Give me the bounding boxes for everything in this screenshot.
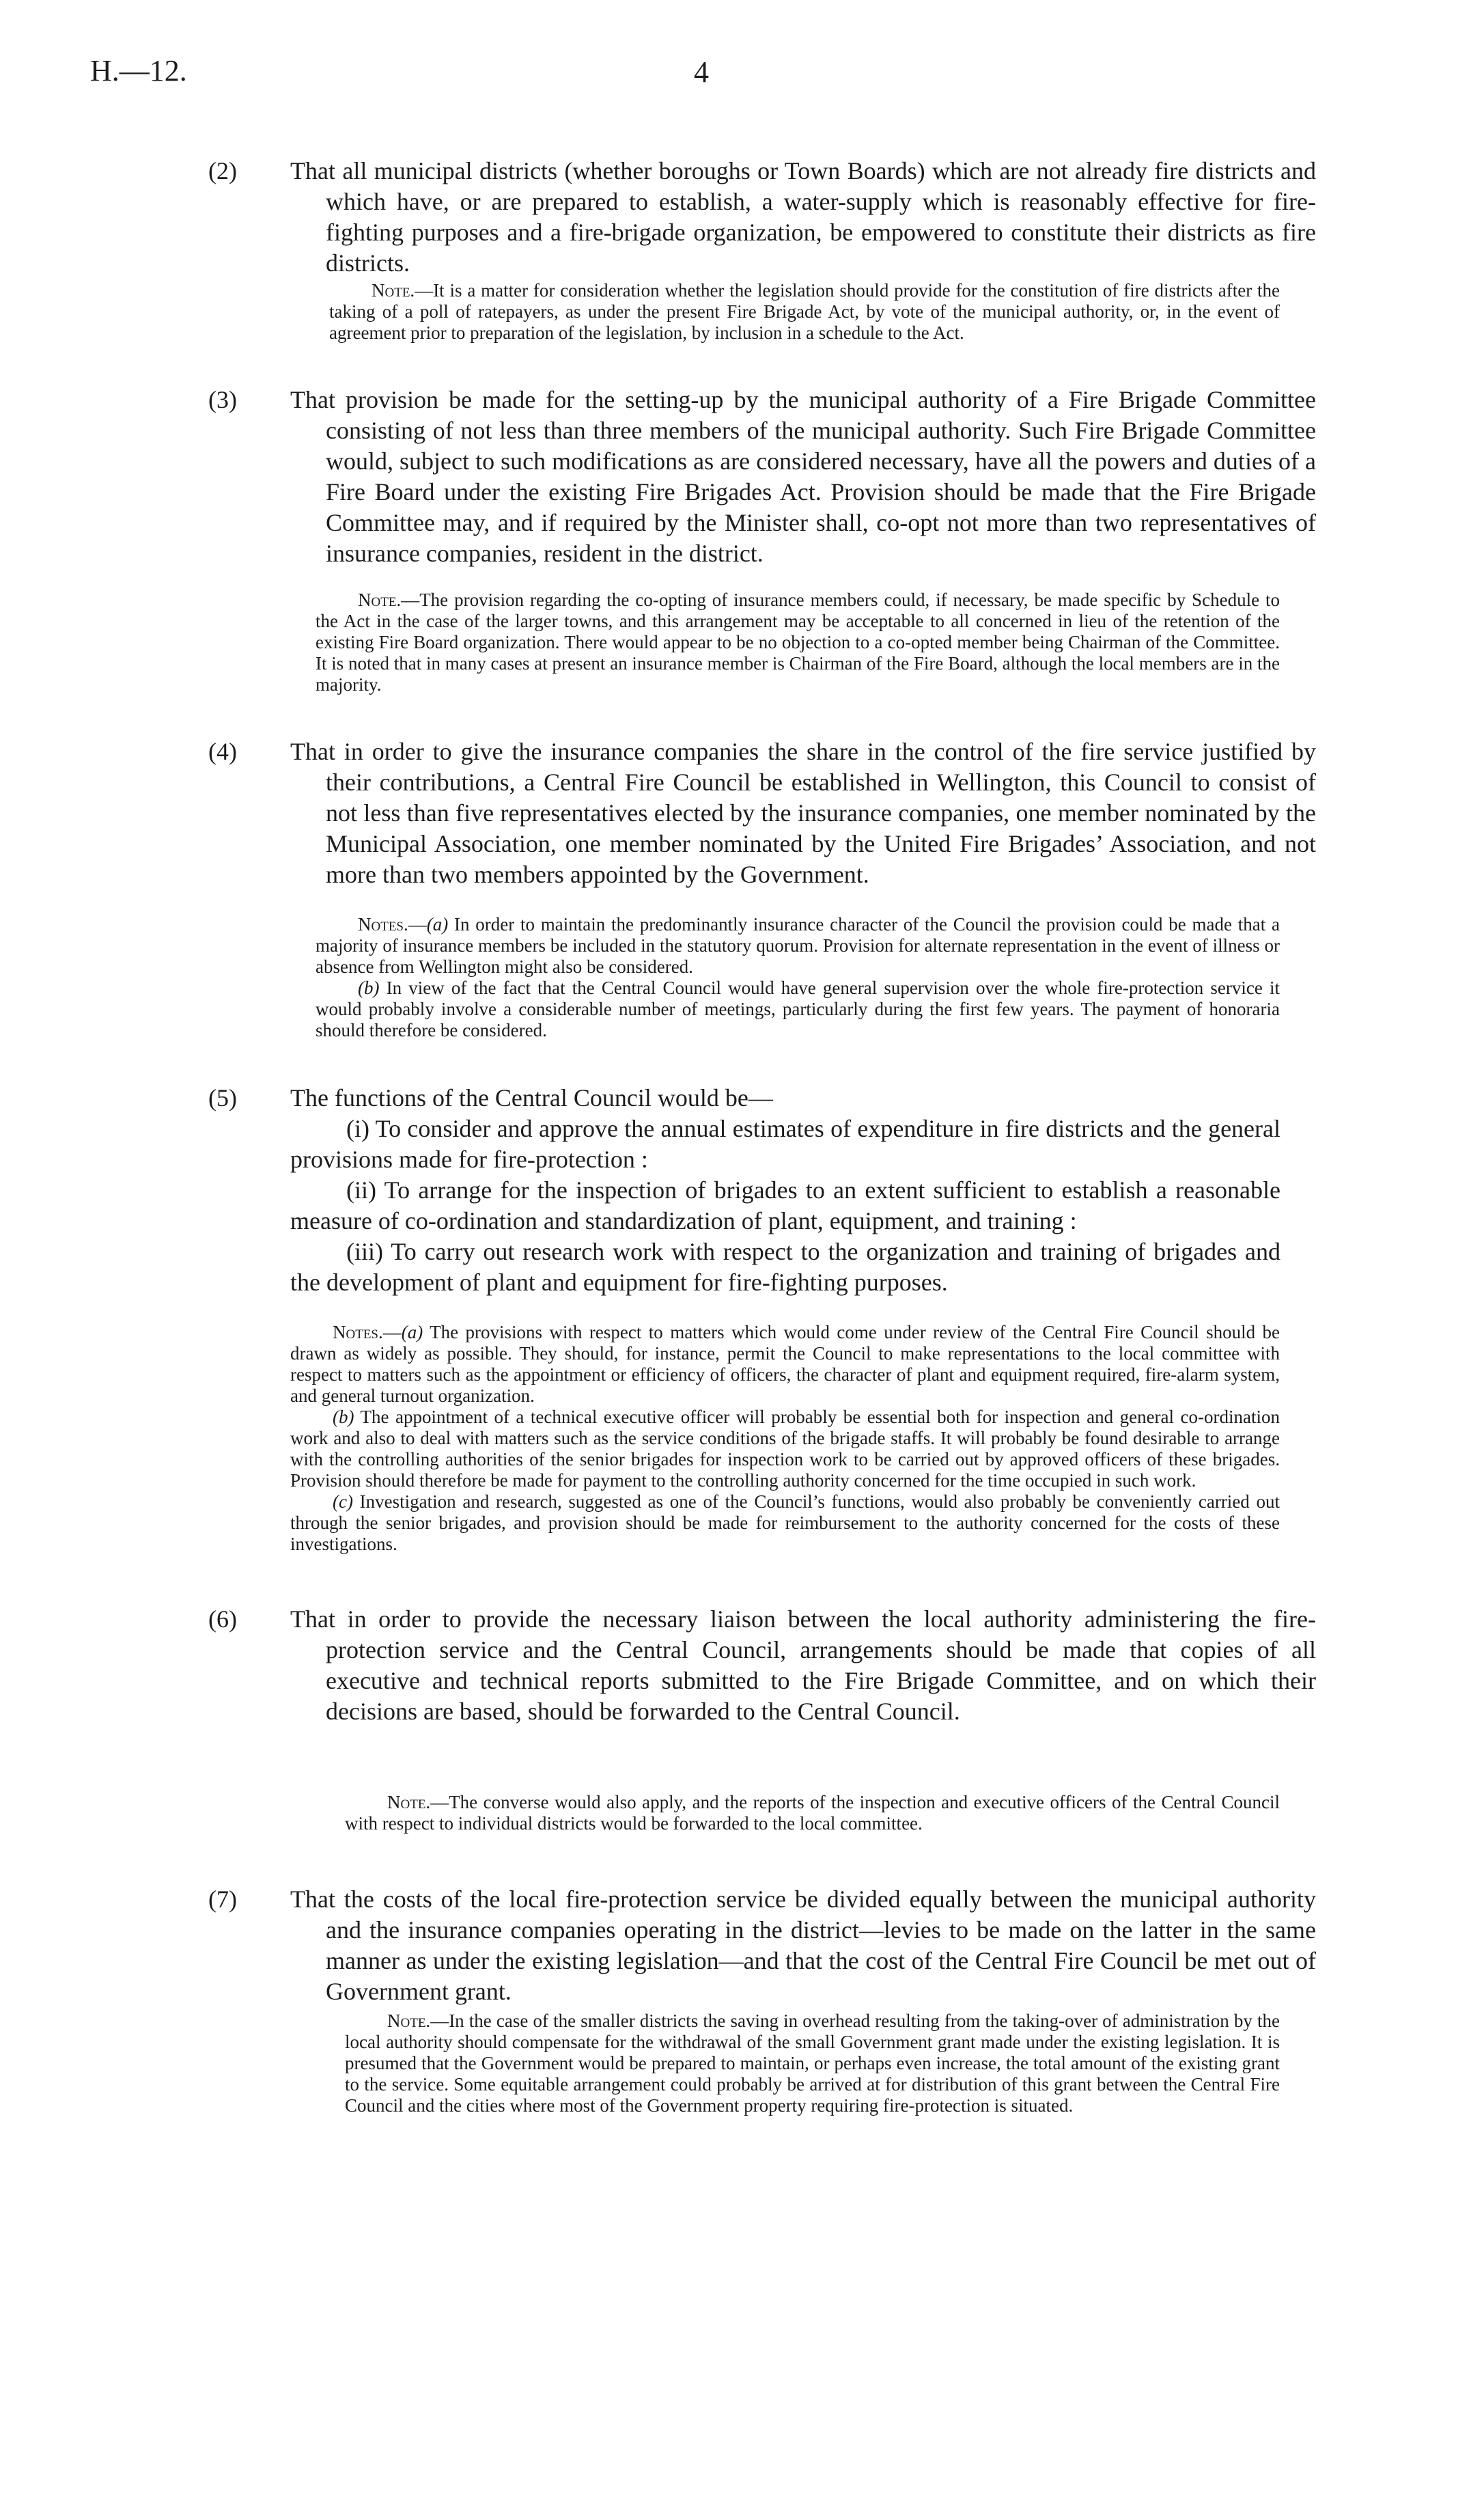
note-lead: Note. [387,2011,431,2031]
paragraph-text: That in order to provide the necessary liaison between the local authority administering the fire-protection service and the Central Council, arrangements should be made that copies of all executive and technical reports submitted to the Fire Brigade Committee, and on which their decisions are based, should be forwarded to the Central Council. [290,1605,1316,1725]
note-b-text: The appointment of a technical executive officer will probably be essential both for inspection and general co-ordination work and also to deal with matters such as the service conditions of the brigade staffs. It will probably be found desirable to arrange with the controlling authorities of the senior brigades for inspection work to be carried out by approved officers of these brigades. Provision should therefore be made for payment to the controlling authority concerned for the time occupied in such work. [290,1407,1280,1491]
function-item-iii: (iii) To carry out research work with respect to the organization and training of brigades and the development of plant and equipment for fire-fighting purposes. [290,1238,1280,1296]
paragraph-6 [208,1604,1316,1727]
note-a-text: In order to maintain the predominantly insurance character of the Council the provision could be made that a majority of insurance members be included in the statutory quorum. Provision for alternate representation in the event of illness or absence from Wellington might also be considered. [316,914,1280,977]
note-lead: Notes. [358,914,408,935]
page-number: 4 [694,55,709,89]
note-text: —It is a matter for consideration whether the legislation should provide for the constitution of fire districts after the taking of a poll of ratepayers, as under the present Fire Brigade Act, by vote of the municipal authority, or, in the event of agreement prior to preparation of the legislation, by inclusion in a schedule to the Act. [329,280,1280,343]
note-lead: Note. [358,590,402,610]
note-a-label: (a) [401,1322,423,1342]
paragraph-text: That the costs of the local fire-protection service be divided equally between the municipal authority and the insurance companies operating in the district—levies to be made on the latter in the same manner as under the existing legislation—and that the cost of the Central Fire Council be met out of Government grant. [290,1885,1316,2005]
note-b-label: (b) [358,978,380,998]
paragraph-3 [208,385,1316,569]
note-b-label: (b) [333,1407,354,1427]
note-text: —The provision regarding the co-opting of insurance members could, if necessary, be made specific by Schedule to the Act in the case of the larger towns, and this arrangement may be acceptable to all concerned in lieu of the retention of the existing Fire Board organization. There would appear to be no objection to a co-opted member being Chairman of the Committee. It is noted that in many cases at present an insurance member is Chairman of the Fire Board, although the local members are in the majority. [316,590,1280,695]
paragraph-number: (7) [208,1885,237,1913]
paragraph-text: That in order to give the insurance companies the share in the control of the fire service justified by their contributions, a Central Fire Council be established in Wellington, this Council to consist of not less than five representatives elected by the insurance companies, one member nominated by the Municipal Association, one member nominated by the United Fire Brigades’ Association, and not more than two members appointed by the Government. [290,738,1316,888]
note-lead: Notes. [333,1322,383,1342]
paragraph-text: The functions of the Central Council would be— [290,1084,773,1111]
note-text: —The converse would also apply, and the reports of the inspection and executive officers of the Central Council with respect to individual districts would be forwarded to the local committee. [345,1792,1280,1834]
note-4: Notes.—(a) In order to maintain the predominantly insurance character of the Council the provision could be made that a majority of insurance members be included in the statutory quorum. Provision for alternate representation in the event of illness or absence from Wellington might also be considered. (b) In view of the fact that the Central Council would have general supervision over the whole fire-protection service it would probably involve a considerable number of meetings, particularly during the first few years. The payment of honoraria should therefore be considered. [316,914,1280,1040]
note-5: Notes.—(a) The provisions with respect to matters which would come under review of the Central Fire Council should be drawn as widely as possible. They should, for instance, permit the Council to make representations to the local committee with respect to matters such as the appointment or efficiency of officers, the character of plant and equipment required, fire-alarm system, and general turnout organization. (b) The appointment of a technical executive officer will probably be essential both for inspection and general co-ordination work and also to deal with matters such as the service conditions of the brigade staffs. It will probably be found desirable to arrange with the controlling authorities of the senior brigades for inspection work to be carried out by approved officers of these brigades. Provision should therefore be made for payment to the controlling authority concerned for the time occupied in such work. (c) Investigation and research, suggested as one of the Council’s functions, would also probably be conveniently carried out through the senior brigades, and provision should be made for reimbursement to the authority concerned for the costs of these investigations. [290,1322,1280,1554]
note-b-text: In view of the fact that the Central Council would have general supervision over the whole fire-protection service it would probably involve a considerable number of meetings, particularly during the first few years. The payment of honoraria should therefore be considered. [316,978,1280,1040]
paragraph-number: (3) [208,386,237,413]
paragraph-number: (6) [208,1605,237,1633]
paragraph-number: (4) [208,738,237,765]
note-3 [316,590,1280,695]
note-7 [345,2011,1280,2116]
note-a-label: (a) [426,914,449,935]
paragraph-5 [208,1083,1280,1114]
note-lead: Note. [372,280,415,301]
note-text: —In the case of the smaller districts the saving in overhead resulting from the taking-over of administration by the local authority should compensate for the withdrawal of the small Government grant made under the existing legislation. It is presumed that the Government would be prepared to maintain, or perhaps even increase, the total amount of the existing grant to the service. Some equitable arrangement could probably be arrived at for distribution of this grant between the Central Fire Council and the cities where most of the Government property requiring fire-protection is situated. [345,2011,1280,2116]
note-c-label: (c) [333,1491,353,1512]
note-6 [345,1792,1280,1834]
paragraph-number: (2) [208,157,237,184]
function-item-i: (i) To consider and approve the annual estimates of expenditure in fire districts and the general provisions made for fire-protection : [290,1115,1280,1173]
note-a-text: The provisions with respect to matters which would come under review of the Central Fire Council should be drawn as widely as possible. They should, for instance, permit the Council to make representations to the local committee with respect to matters such as the appointment or efficiency of officers, the character of plant and equipment required, fire-alarm system, and general turnout organization. [290,1322,1280,1406]
paragraph-2 [208,156,1316,279]
note-c-text: Investigation and research, suggested as one of the Council’s functions, would also probably be conveniently carried out through the senior brigades, and provision should be made for reimbursement to the authority concerned for the costs of these investigations. [290,1491,1280,1554]
note-lead: Note. [387,1792,431,1812]
functions-list [290,1114,1280,1298]
note-2 [329,280,1280,344]
paragraph-number: (5) [208,1084,237,1111]
document-reference: H.—12. [90,54,187,87]
function-item-ii: (ii) To arrange for the inspection of brigades to an extent sufficient to establish a reasonable measure of co-ordination and standardization of plant, equipment, and training : [290,1176,1280,1234]
paragraph-text: That all municipal districts (whether boroughs or Town Boards) which are not already fire districts and which have, or are prepared to establish, a water-supply which is reasonably effective for fire-fighting purposes and a fire-brigade organization, be empowered to constitute their districts as fire districts. [290,157,1316,277]
paragraph-text: That provision be made for the setting-up by the municipal authority of a Fire Brigade Committee consisting of not less than three members of the municipal authority. Such Fire Brigade Committee would, subject to such modifications as are considered necessary, have all the powers and duties of a Fire Board under the existing Fire Brigades Act. Provision should be made that the Fire Brigade Committee may, and if required by the Minister shall, co-opt not more than two representatives of insurance companies, resident in the district. [290,386,1316,567]
paragraph-4 [208,736,1316,890]
paragraph-7 [208,1884,1316,2007]
